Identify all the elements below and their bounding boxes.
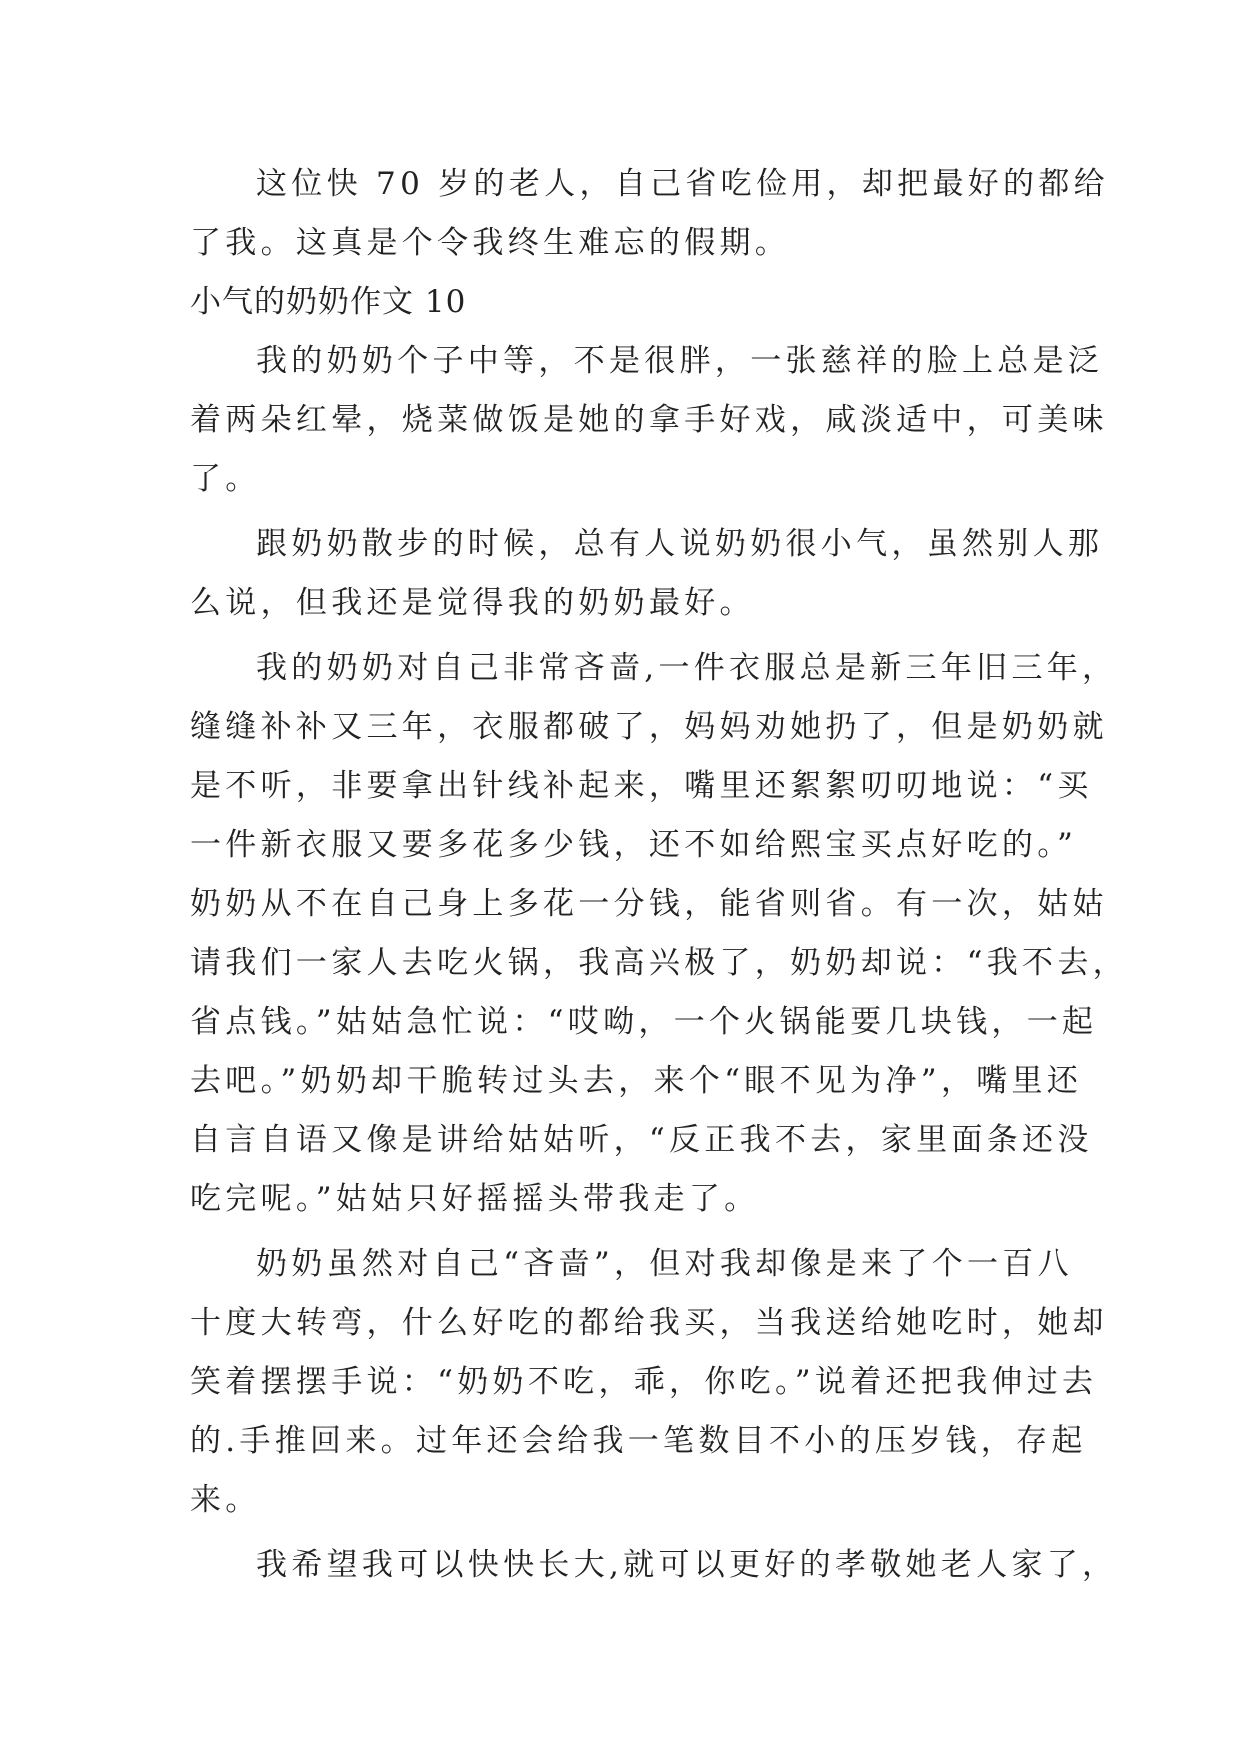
paragraph-line: 么说，但我还是觉得我的奶奶最好。: [190, 585, 755, 621]
document-body: [190, 155, 1128, 1595]
paragraph-line: 的.手推回来。过年还会给我一笔数目不小的压岁钱，存起: [190, 1423, 1087, 1459]
paragraph-line: 我的奶奶个子中等，不是很胖，一张慈祥的脸上总是泛: [256, 343, 1104, 379]
paragraph-line: 吃完呢。”姑姑只好摇摇头带我走了。: [190, 1181, 760, 1217]
paragraph-line: 了我。这真是个令我终生难忘的假期。: [190, 225, 791, 261]
paragraph-line: 来。: [190, 1482, 261, 1518]
paragraph-line: 我的奶奶对自己非常吝啬,一件衣服总是新三年旧三年，: [256, 650, 1118, 686]
paragraph-line: 一件新衣服又要多花多少钱，还不如给熙宝买点好吃的。”: [190, 827, 1078, 863]
paragraph-line: 跟奶奶散步的时候，总有人说奶奶很小气，虽然别人那: [256, 526, 1104, 562]
paragraph-line: 缝缝补补又三年，衣服都破了，妈妈劝她扔了，但是奶奶就: [190, 709, 1108, 745]
paragraph-line: 十度大转弯，什么好吃的都给我买，当我送给她吃时，她却: [190, 1305, 1108, 1341]
paragraph-line: 省点钱。”姑姑急忙说：“哎呦，一个火锅能要几块钱，一起: [190, 1004, 1098, 1040]
paragraph-line: 了。: [190, 461, 261, 497]
essay-title: 小气的奶奶作文 10: [190, 284, 467, 320]
paragraph-line: 奶奶从不在自己身上多花一分钱，能省则省。有一次，姑姑: [190, 886, 1108, 922]
paragraph-line: 我希望我可以快快长大,就可以更好的孝敬她老人家了，: [256, 1547, 1118, 1583]
paragraph-line: 笑着摆摆手说：“奶奶不吃，乖，你吃。”说着还把我伸过去: [190, 1364, 1098, 1400]
paragraph-line: 是不听，非要拿出针线补起来，嘴里还絮絮叨叨地说：“买: [190, 768, 1093, 804]
paragraph-line: 去吧。”奶奶却干脆转过头去，来个“眼不见为净”，嘴里还: [190, 1063, 1083, 1099]
paragraph-line: 请我们一家人去吃火锅，我高兴极了，奶奶却说：“我不去，: [190, 945, 1128, 981]
paragraph-line: 奶奶虽然对自己“吝啬”，但对我却像是来了个一百八: [256, 1246, 1073, 1282]
paragraph-line: 自言自语又像是讲给姑姑听，“反正我不去，家里面条还没: [190, 1122, 1093, 1158]
paragraph-line: 这位快 70 岁的老人，自己省吃俭用，却把最好的都给: [256, 166, 1109, 202]
paragraph-line: 着两朵红晕，烧菜做饭是她的拿手好戏，咸淡适中，可美味: [190, 402, 1108, 438]
